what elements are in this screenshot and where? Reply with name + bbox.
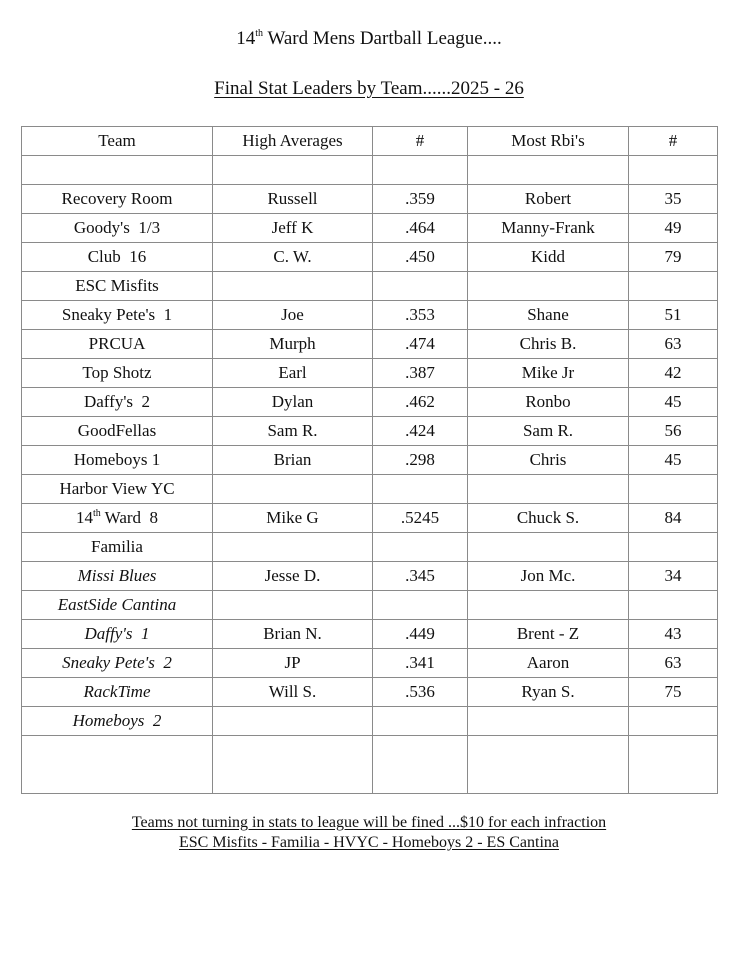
avg-value-cell: .449 [373,620,468,649]
team-cell: ESC Misfits [22,272,213,301]
team-ordinal-suffix: th [92,508,101,519]
avg-name-cell: Murph [213,330,373,359]
header-team: Team [22,127,213,156]
table-row [22,620,718,649]
table-row [22,359,718,388]
rbi-name-cell [468,272,629,301]
page-title [0,28,738,50]
rbi-value-cell: 34 [629,562,718,591]
rbi-value-cell [629,475,718,504]
rbi-value-cell: 49 [629,214,718,243]
team-cell: Familia [22,533,213,562]
fine-notice-text: Teams not turning in stats to league will be fined ...$10 for each infraction [131,814,607,831]
table-row [22,301,718,330]
table-row [22,649,718,678]
avg-value-cell: .359 [373,185,468,214]
avg-name-cell: Russell [213,185,373,214]
team-cell: Sneaky Pete's 2 [22,649,213,678]
avg-value-cell: .353 [373,301,468,330]
header-rbi-number: # [629,127,718,156]
header-row [22,127,718,156]
table-row [22,475,718,504]
avg-name-cell: JP [213,649,373,678]
avg-name-cell [213,533,373,562]
rbi-value-cell: 63 [629,649,718,678]
rbi-value-cell [629,272,718,301]
team-cell: Daffy's 2 [22,388,213,417]
team-cell: Goody's 1/3 [22,214,213,243]
avg-name-cell: Will S. [213,678,373,707]
avg-value-cell [373,707,468,736]
rbi-name-cell [468,156,629,185]
stat-leaders-table [21,126,718,794]
avg-name-cell [213,272,373,301]
rbi-name-cell: Robert [468,185,629,214]
avg-value-cell: .474 [373,330,468,359]
rbi-name-cell: Shane [468,301,629,330]
rbi-name-cell: Mike Jr [468,359,629,388]
table-row [22,243,718,272]
rbi-value-cell: 75 [629,678,718,707]
table-row [22,388,718,417]
header-high-averages: High Averages [213,127,373,156]
team-cell: RackTime [22,678,213,707]
table-row [22,330,718,359]
team-cell: PRCUA [22,330,213,359]
team-cell [22,156,213,185]
rbi-value-cell: 45 [629,388,718,417]
avg-name-cell [213,736,373,794]
table-row [22,214,718,243]
avg-name-cell: Earl [213,359,373,388]
rbi-value-cell: 56 [629,417,718,446]
table-row [22,707,718,736]
team-cell: Homeboys 2 [22,707,213,736]
avg-name-cell: Brian [213,446,373,475]
team-cell: Sneaky Pete's 1 [22,301,213,330]
team-cell: Missi Blues [22,562,213,591]
avg-name-cell [213,475,373,504]
avg-value-cell [373,736,468,794]
rbi-name-cell [468,736,629,794]
rbi-value-cell: 84 [629,504,718,533]
rbi-name-cell [468,533,629,562]
team-cell [22,504,213,533]
subtitle-text: Final Stat Leaders by Team......2025 - 26 [214,78,524,99]
team-cell: Homeboys 1 [22,446,213,475]
avg-name-cell [213,591,373,620]
team-cell [22,736,213,794]
table-row [22,156,718,185]
avg-value-cell [373,156,468,185]
team-cell: Recovery Room [22,185,213,214]
rbi-name-cell: Ryan S. [468,678,629,707]
team-cell: GoodFellas [22,417,213,446]
rbi-name-cell: Chris [468,446,629,475]
table-row [22,591,718,620]
avg-value-cell: .450 [373,243,468,272]
missing-teams-text: ESC Misfits - Familia - HVYC - Homeboys 2 - ES Cantina [179,834,559,851]
avg-name-cell: Joe [213,301,373,330]
team-cell: Daffy's 1 [22,620,213,649]
avg-value-cell: .424 [373,417,468,446]
rbi-name-cell: Chuck S. [468,504,629,533]
avg-value-cell [373,475,468,504]
title-ordinal-number: 14 [236,28,256,49]
team-name-rest: Ward 8 [100,508,159,527]
title-ordinal-suffix: th [255,28,264,39]
table-row [22,272,718,301]
avg-value-cell [373,272,468,301]
avg-value-cell: .341 [373,649,468,678]
avg-name-cell [213,707,373,736]
rbi-value-cell [629,591,718,620]
rbi-value-cell [629,156,718,185]
rbi-name-cell: Kidd [468,243,629,272]
team-cell: Top Shotz [22,359,213,388]
avg-name-cell: Jeff K [213,214,373,243]
team-ordinal-number: 14 [75,508,93,527]
avg-name-cell: Mike G [213,504,373,533]
rbi-name-cell: Chris B. [468,330,629,359]
header-average-number: # [373,127,468,156]
header-most-rbis: Most Rbi's [468,127,629,156]
avg-name-cell: C. W. [213,243,373,272]
rbi-name-cell: Ronbo [468,388,629,417]
avg-name-cell [213,156,373,185]
rbi-name-cell: Manny-Frank [468,214,629,243]
page-subtitle [0,78,738,100]
rbi-name-cell [468,707,629,736]
rbi-name-cell: Aaron [468,649,629,678]
avg-value-cell [373,591,468,620]
avg-value-cell: .462 [373,388,468,417]
avg-name-cell: Sam R. [213,417,373,446]
team-cell: Harbor View YC [22,475,213,504]
rbi-name-cell [468,475,629,504]
team-cell: Club 16 [22,243,213,272]
fine-notice [0,814,738,832]
rbi-value-cell: 63 [629,330,718,359]
rbi-value-cell: 42 [629,359,718,388]
table-row [22,736,718,794]
rbi-value-cell: 43 [629,620,718,649]
avg-value-cell: .298 [373,446,468,475]
avg-value-cell: .464 [373,214,468,243]
team-cell: EastSide Cantina [22,591,213,620]
rbi-name-cell: Brent - Z [468,620,629,649]
avg-value-cell: .536 [373,678,468,707]
avg-value-cell: .5245 [373,504,468,533]
table-row [22,562,718,591]
rbi-value-cell: 35 [629,185,718,214]
avg-name-cell: Dylan [213,388,373,417]
missing-teams-list [0,834,738,852]
rbi-value-cell [629,533,718,562]
avg-value-cell [373,533,468,562]
table-row [22,678,718,707]
table-row [22,185,718,214]
table-row [22,504,718,533]
rbi-value-cell: 51 [629,301,718,330]
table-row [22,417,718,446]
rbi-name-cell: Jon Mc. [468,562,629,591]
rbi-value-cell: 45 [629,446,718,475]
rbi-value-cell [629,707,718,736]
avg-value-cell: .345 [373,562,468,591]
table-row [22,446,718,475]
avg-name-cell: Jesse D. [213,562,373,591]
rbi-value-cell: 79 [629,243,718,272]
rbi-value-cell [629,736,718,794]
avg-name-cell: Brian N. [213,620,373,649]
avg-value-cell: .387 [373,359,468,388]
title-text: Ward Mens Dartball League.... [263,28,502,49]
rbi-name-cell [468,591,629,620]
table-row [22,533,718,562]
rbi-name-cell: Sam R. [468,417,629,446]
